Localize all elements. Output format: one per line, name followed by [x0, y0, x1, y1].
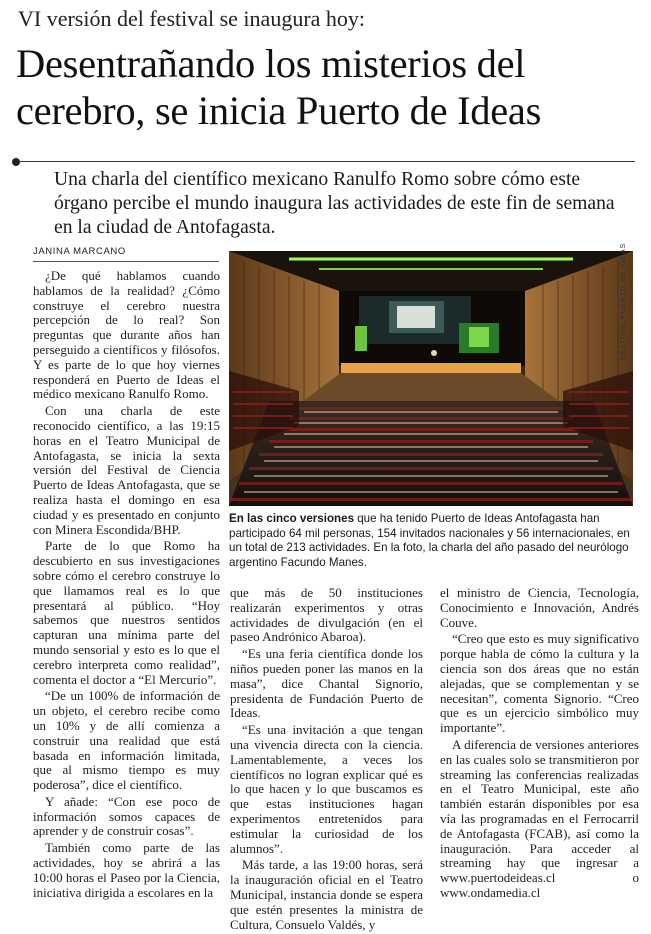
photo-credit: FESTIVAL PUERTO DE IDEAS — [620, 243, 627, 360]
caption-body: que ha tenido Puerto de Ideas Antofagasta han participado 64 mil personas, 154 invitados nacionales y 56 internacionales, en un total de 213 actividades. En la foto, la charla del año pasado del neurólogo argentino Facundo Manes. — [229, 512, 630, 569]
photo-caption — [229, 512, 633, 570]
paragraph: que más de 50 instituciones realizarán experimentos y otras actividades de divulgación (en el paseo Andrónico Abaroa). — [230, 585, 423, 645]
paragraph: el ministro de Ciencia, Tecnología, Conocimiento e Innovación, Andrés Couve. — [440, 585, 639, 630]
paragraph: Parte de lo que Romo ha descubierto en sus investigaciones sobre cómo el cerebro construye lo que llamamos real es lo que presentará al público. “Hoy sabemos que nuestros sentidos capturan una mínima parte del mundo sensorial y esto es lo que el cerebro interpreta como realidad”, comenta el doctor a “El Mercurio”. — [33, 538, 220, 687]
caption-lead: En las cinco versiones — [229, 512, 355, 525]
theater-illustration — [229, 251, 633, 506]
byline-divider — [33, 261, 219, 262]
kicker: VI versión del festival se inaugura hoy: — [18, 6, 366, 31]
paragraph: ¿De qué hablamos cuando hablamos de la realidad? ¿Cómo construye el cerebro nuestra percepción de lo real? Son preguntas que durante años han perseguido a científicos y filósofos. Y es parte de lo que hoy viernes responderá en Puerto de Ideas el médico mexicano Ranulfo Romo. — [33, 268, 220, 402]
paragraph: “Es una feria científica donde los niños pueden poner las manos en la masa”, dice Chantal Signorio, presidenta de Fundación Puerto de Ideas. — [230, 646, 423, 721]
paragraph: También como parte de las actividades, hoy se abrirá a las 10:00 horas el Paseo por la Ciencia, iniciativa dirigida a escolares en la — [33, 840, 220, 900]
deck: Una charla del científico mexicano Ranulfo Romo sobre cómo este órgano percibe el mundo inaugura las actividades de este fin de semana en la ciudad de Antofagasta. — [54, 169, 615, 238]
paragraph: A diferencia de versiones anteriores en las cuales solo se transmitieron por streaming las conferencias realizadas en el Teatro Municipal, este año también estarán disponibles por esa vía las programadas en el Ferrocarril de Antofagasta (FCAB), así como la inauguración. Para acceder al streaming hay que ingresar a www.puertodeideas.cl o www.ondamedia.cl — [440, 736, 639, 900]
headline: Desentrañando los misterios del cerebro, se inicia Puerto de Ideas — [16, 41, 542, 133]
column-2 — [230, 586, 423, 934]
theater-photo — [229, 251, 633, 506]
paragraph: “Creo que esto es muy significativo porque habla de cómo la cultura y la ciencia son dos áreas que no están alejadas, que se complementan y se necesitan”, comenta Signorio. “Creo que es un ejercicio simbólico muy importante”. — [440, 631, 639, 736]
column-3 — [440, 586, 639, 903]
paragraph: Con una charla de este reconocido científico, a las 19:15 horas en el Teatro Municipal de Antofagasta, se inicia la sexta versión del Festival de Ciencia Puerto de Ideas Antofagasta, que se realiza hasta el domingo en esa ciudad y es presentado en conjunto con Minera Escondida/BHP. — [33, 403, 220, 537]
paragraph: “De un 100% de información de un objeto, el cerebro recibe como un 10% y de allí comienza a construir una realidad que está basada en información limitada, que al mismo tiempo es muy poderosa”, dice el científico. — [33, 688, 220, 793]
paragraph: Más tarde, a las 19:00 horas, será la inauguración oficial en el Teatro Municipal, instancia donde se espera que estén presentes la ministra de Cultura, Consuelo Valdés, y — [230, 857, 423, 932]
paragraph: Y añade: “Con ese poco de información somos capaces de aprender y de construir cosas”. — [33, 793, 220, 839]
bullet-icon — [12, 158, 20, 166]
column-1 — [33, 269, 220, 902]
byline: JANINA MARCANO — [33, 246, 126, 257]
paragraph: “Es una invitación a que tengan una vivencia directa con la ciencia. Lamentablemente, a veces los científicos no logran explicar qué es lo que hacen y lo que buscamos es que estas instituciones hagan experimentos entretenidos para estimular la curiosidad de los alumnos”. — [230, 722, 423, 856]
divider — [20, 161, 635, 162]
